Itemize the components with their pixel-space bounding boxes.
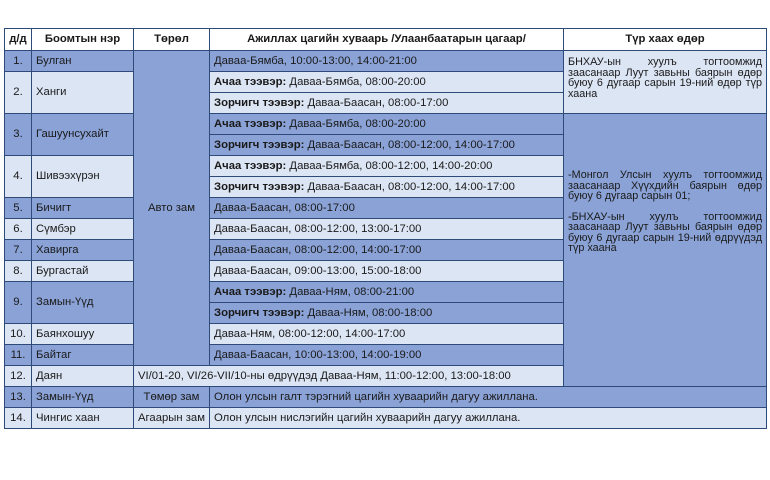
schedule: Даваа-Баасан, 08:00-17:00 — [210, 198, 564, 219]
border-crossings-table-container — [4, 28, 767, 429]
closure-note-2b-text: -БНХАУ-ын хуулъ тогтоомжид заасанаар Луут завьны баярын өдөр буюу 6 дугаар сарын 19-ний өдрүүдэд түр хаана — [568, 210, 762, 254]
header-schedule: Ажиллах цагийн хуваарь /Улаанбаатарын цагаар/ — [210, 29, 564, 51]
row-number: 13. — [5, 387, 32, 408]
schedule-value: Даваа-Бямба, 08:00-12:00, 14:00-20:00 — [289, 159, 493, 172]
port-name: Ханги — [32, 72, 134, 114]
port-name: Чингис хаан — [32, 408, 134, 429]
port-name: Замын-Үүд — [32, 282, 134, 324]
schedule: VI/01-20, VI/26-VII/10-ны өдрүүдэд Даваа-Ням, 11:00-12:00, 13:00-18:00 — [134, 366, 564, 387]
row-number: 9. — [5, 282, 32, 324]
cargo-label: Ачаа тээвэр: — [214, 285, 287, 298]
row-number: 12. — [5, 366, 32, 387]
port-name: Байтаг — [32, 345, 134, 366]
header-number: д/д — [5, 29, 32, 51]
schedule-cargo — [210, 114, 564, 135]
schedule-value: Даваа-Ням, 08:00-21:00 — [289, 285, 415, 298]
row-number: 11. — [5, 345, 32, 366]
schedule-value: Даваа-Баасан, 08:00-17:00 — [307, 96, 449, 109]
passenger-label: Зорчигч тээвэр: — [214, 306, 305, 319]
table-row — [5, 387, 767, 408]
table-row — [5, 114, 767, 135]
header-port-name: Боомтын нэр — [32, 29, 134, 51]
port-name: Даян — [32, 366, 134, 387]
schedule-cargo — [210, 72, 564, 93]
schedule: Даваа-Баасан, 08:00-12:00, 13:00-17:00 — [210, 219, 564, 240]
table-header-row — [5, 29, 767, 51]
schedule: Даваа-Баасан, 08:00-12:00, 14:00-17:00 — [210, 240, 564, 261]
schedule-value: Даваа-Бямба, 08:00-20:00 — [289, 117, 426, 130]
table-row — [5, 51, 767, 72]
port-name: Замын-Үүд — [32, 387, 134, 408]
port-name: Хавирга — [32, 240, 134, 261]
schedule-cargo — [210, 156, 564, 177]
port-name: Бургастай — [32, 261, 134, 282]
row-number: 1. — [5, 51, 32, 72]
schedule-value: Даваа-Баасан, 08:00-12:00, 14:00-17:00 — [307, 180, 515, 193]
port-name: Сүмбэр — [32, 219, 134, 240]
port-name: Булган — [32, 51, 134, 72]
row-number: 4. — [5, 156, 32, 198]
port-name: Гашуунсухайт — [32, 114, 134, 156]
schedule: Даваа-Бямба, 10:00-13:00, 14:00-21:00 — [210, 51, 564, 72]
closure-note-1-text: БНХАУ-ын хуулъ тогтоомжид заасанаар Луут завьны баярын өдөр буюу 6 дугаар сарын 19-ний өдөр түр хаана — [568, 56, 762, 100]
closure-note-1 — [564, 51, 767, 114]
row-number: 14. — [5, 408, 32, 429]
type-rail: Төмөр зам — [134, 387, 210, 408]
port-name: Баянхошуу — [32, 324, 134, 345]
closure-note-2 — [564, 114, 767, 387]
row-number: 5. — [5, 198, 32, 219]
schedule-value: Даваа-Баасан, 08:00-12:00, 14:00-17:00 — [307, 138, 515, 151]
row-number: 3. — [5, 114, 32, 156]
schedule-passenger — [210, 93, 564, 114]
table-row — [5, 408, 767, 429]
schedule-passenger — [210, 177, 564, 198]
schedule-cargo — [210, 282, 564, 303]
passenger-label: Зорчигч тээвэр: — [214, 96, 305, 109]
schedule: Олон улсын нислэгийн цагийн хуваарийн дагуу ажиллана. — [210, 408, 767, 429]
schedule-value: Даваа-Бямба, 08:00-20:00 — [289, 75, 426, 88]
schedule: Даваа-Баасан, 09:00-13:00, 15:00-18:00 — [210, 261, 564, 282]
schedule-passenger — [210, 135, 564, 156]
schedule-passenger — [210, 303, 564, 324]
header-closure-date: Түр хаах өдөр — [564, 29, 767, 51]
border-crossings-table — [4, 28, 767, 429]
row-number: 10. — [5, 324, 32, 345]
cargo-label: Ачаа тээвэр: — [214, 117, 287, 130]
schedule: Олон улсын галт тэрэгний цагийн хуваарийн дагуу ажиллана. — [210, 387, 767, 408]
passenger-label: Зорчигч тээвэр: — [214, 138, 305, 151]
cargo-label: Ачаа тээвэр: — [214, 75, 287, 88]
closure-note-2a-text: -Монгол Улсын хуулъ тогтоомжид заасанаар Хүүхдийн баярын өдөр буюу 6 дугаар сарын 01; — [568, 169, 762, 202]
row-number: 7. — [5, 240, 32, 261]
row-number: 8. — [5, 261, 32, 282]
row-number: 2. — [5, 72, 32, 114]
passenger-label: Зорчигч тээвэр: — [214, 180, 305, 193]
port-name: Бичигт — [32, 198, 134, 219]
schedule: Даваа-Ням, 08:00-12:00, 14:00-17:00 — [210, 324, 564, 345]
header-type: Төрөл — [134, 29, 210, 51]
cargo-label: Ачаа тээвэр: — [214, 159, 287, 172]
port-name: Шивээхүрэн — [32, 156, 134, 198]
type-road: Авто зам — [134, 51, 210, 366]
type-air: Агаарын зам — [134, 408, 210, 429]
schedule: Даваа-Баасан, 10:00-13:00, 14:00-19:00 — [210, 345, 564, 366]
row-number: 6. — [5, 219, 32, 240]
schedule-value: Даваа-Ням, 08:00-18:00 — [307, 306, 433, 319]
